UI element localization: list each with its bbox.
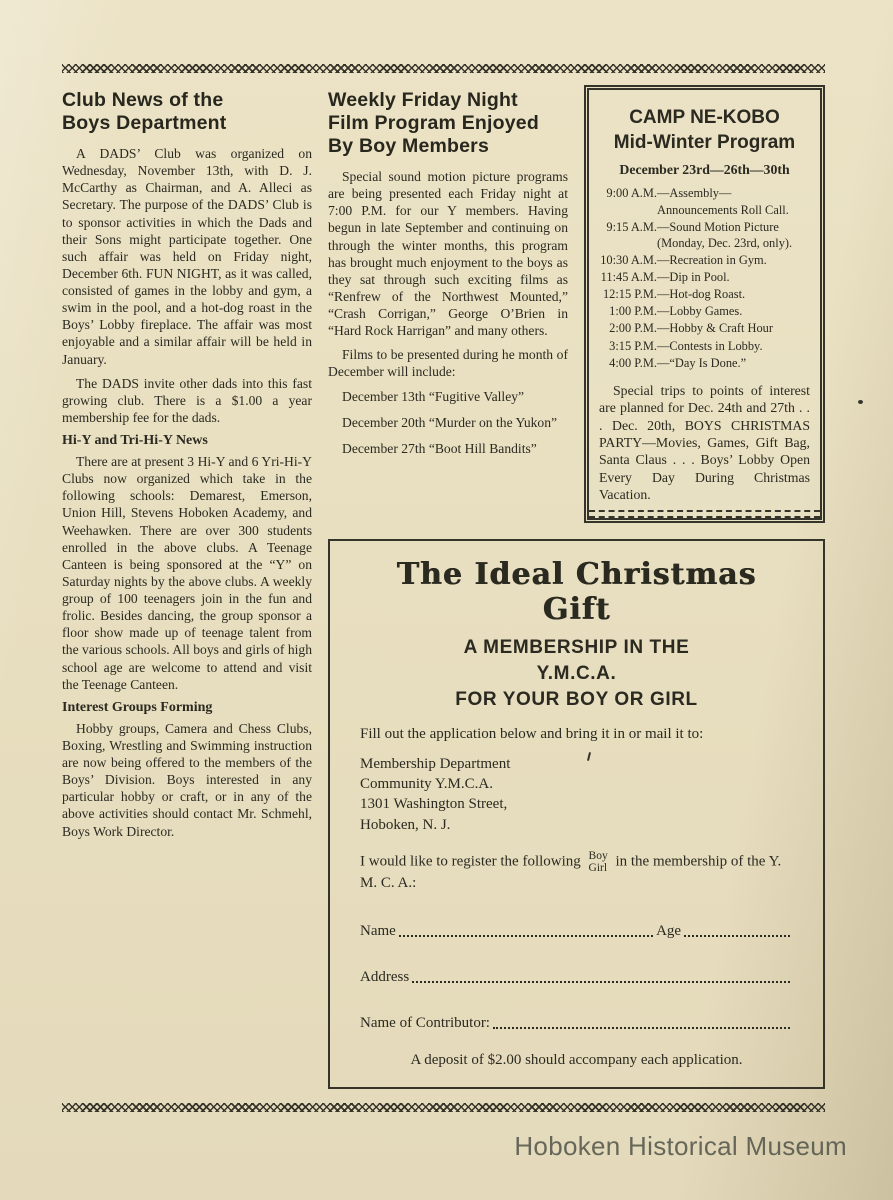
schedule-activity: —Hot-dog Roast.: [657, 287, 746, 302]
subheading-hiy-news: Hi-Y and Tri-Hi-Y News: [62, 433, 208, 448]
schedule-activity: —Sound Motion Picture (Monday, Dec. 23rd, only).: [657, 219, 793, 250]
ornamental-border-top: [62, 64, 825, 73]
camp-schedule: [599, 185, 810, 370]
form-line-address: [360, 969, 793, 986]
film-listing: December 27th “Boot Hill Bandits”: [342, 440, 537, 456]
schedule-time: 10:30 A.M.: [600, 252, 657, 267]
membership-application-box: [328, 539, 825, 1088]
address-field-dotted-line: [412, 981, 790, 983]
contributor-field-label: Name of Contributor:: [360, 1014, 490, 1031]
paragraph-films-intro: Films to be presented during he month of December will include:: [328, 347, 568, 380]
gift-subtitle-membership: A MEMBERSHIP IN THE: [463, 637, 690, 659]
camp-title-line2: Mid-Winter Program: [613, 131, 796, 153]
film-listing: December 13th “Fugitive Valley”: [342, 388, 525, 404]
paragraph-dads-invite: The DADS invite other dads into this fast growing club. There is a $1.00 a year membership fee for the dads.: [62, 375, 312, 425]
name-field-label: Name: [360, 922, 396, 939]
schedule-activity: —Dip in Pool.: [657, 270, 730, 284]
schedule-entry: [599, 286, 810, 302]
girl-option: Girl: [588, 861, 608, 874]
deposit-note: A deposit of $2.00 should accompany each application.: [410, 1051, 743, 1068]
gift-subtitle-ymca: Y.M.C.A.: [536, 663, 617, 685]
section-title-film-program: Weekly Friday Night Film Program Enjoyed By Boy Members: [328, 89, 539, 157]
schedule-entry: [599, 219, 810, 251]
age-field-label: Age: [656, 922, 682, 939]
camp-box-bottom-rule: [589, 510, 820, 518]
right-area: [328, 85, 825, 1089]
schedule-entry: [599, 355, 810, 371]
middle-column: [328, 85, 568, 523]
gift-subtitle-boy-or-girl: FOR YOUR BOY OR GIRL: [455, 689, 698, 711]
schedule-entry: [599, 185, 810, 217]
paragraph-interest-groups: Hobby groups, Camera and Chess Clubs, Boxing, Wrestling and Swimming instruction are now being offered to the members of the Boys’ Division. Boys interested in any particular hobby or craft, or in any of the above activities should contact Mr. Schmehl, Boys Work Director.: [62, 720, 312, 839]
camp-date-range: December 23rd—26th—30th: [619, 162, 790, 178]
address-line: Hoboken, N. J.: [360, 816, 451, 833]
address-line: Community Y.M.C.A.: [360, 776, 493, 793]
gift-title: The Ideal Christmas Gift: [396, 557, 757, 628]
registration-prefix: I would like to register the following: [360, 853, 581, 870]
schedule-activity: —Lobby Games.: [657, 304, 743, 319]
schedule-activity: —Assembly—Announcements Roll Call.: [657, 186, 789, 217]
schedule-time: 2:00 P.M.: [609, 321, 657, 336]
left-column: [62, 85, 312, 1089]
schedule-time: 11:45 A.M.: [600, 270, 657, 284]
section-title-club-news: Club News of the Boys Department: [62, 89, 227, 134]
age-field-dotted-line: [684, 935, 790, 937]
schedule-time: 9:15 A.M.: [606, 219, 657, 234]
ornamental-border-bottom: [62, 1103, 825, 1112]
camp-title-line1: CAMP NE-KOBO: [629, 107, 780, 128]
schedule-entry: [599, 338, 810, 354]
boy-girl-options: [589, 850, 608, 874]
subheading-interest-groups: Interest Groups Forming: [62, 699, 213, 715]
paragraph-film-program: Special sound motion picture programs are being presented each Friday night at 7:00 P.M. for our Y members. Having begun in late September and continuing on through the winter months, this program has brought much enjoyment to the boys as they sat through such exciting films as “Renfrew of the Northwest Mounted,” “Crash Corrigan,” George O’Brien in “Hard Rock Harrigan” and many others.: [328, 169, 568, 339]
contributor-field-dotted-line: [493, 1027, 790, 1029]
address-line: 1301 Washington Street,: [360, 796, 508, 813]
schedule-activity: —Contests in Lobby.: [657, 338, 763, 353]
film-listing: December 20th “Murder on the Yukon”: [342, 414, 558, 430]
camp-program-box: [584, 85, 825, 523]
schedule-time: 12:15 P.M.: [602, 287, 657, 302]
paragraph-dads-club: A DADS’ Club was organized on Wednesday, November 13th, with D. J. McCarthy as Chairman, and A. Alleci as Secretary. The purpose of the DADS’ Club is to sponsor activities in which the Dads and their Sons might participate together. One such affair was held on Friday night, December 6th. FUN NIGHT, as it was called, consisted of games in the lobby and gym, a swim in the pool, and a hot-dog roast in the Boys’ Lobby fireplace. The affair was most enjoyable and a similar affair will be held in January.: [62, 146, 312, 367]
archive-watermark: Hoboken Historical Museum: [514, 1131, 847, 1161]
schedule-entry: [599, 320, 810, 336]
boy-option: Boy: [588, 849, 608, 862]
schedule-entry: [599, 252, 810, 268]
schedule-entry: [599, 303, 810, 319]
application-instructions: Fill out the application below and bring it in or mail it to:: [360, 726, 704, 743]
schedule-time: 1:00 P.M.: [609, 304, 657, 319]
paragraph-camp-note: Special trips to points of interest are planned for Dec. 24th and 27th . . . Dec. 20th, BOYS CHRISTMAS PARTY—Movies, Games, Gift Bag, Santa Claus . . . Boys’ Lobby Open Every Day During Christmas Vacation.: [599, 382, 810, 502]
schedule-time: 4:00 P.M.: [609, 355, 657, 370]
address-field-label: Address: [360, 968, 410, 985]
schedule-time: 3:15 P.M.: [609, 338, 657, 353]
camp-title: [599, 106, 810, 155]
form-line-name-age: [360, 923, 793, 940]
columns-area: [62, 85, 825, 1089]
name-field-dotted-line: [399, 935, 653, 937]
paragraph-hiy-clubs: There are at present 3 Hi-Y and 6 Yri-Hi-Y Clubs now organized which take in the following schools: Demarest, Emerson, Union Hill, Stevens Hoboken Academy, and Weehawken. There are over 300 students enrolled in the above clubs. A Teenage Canteen is being sponsored at the “Y” on Saturday nights by the above clubs. A weekly group of 100 teenagers join in the fun and frolic. Besides dancing, the group sponsor a floor show made up of teenage talent from the various schools. All boys and girls of high school age are welcome to attend and visit the Teenage Canteen.: [62, 454, 312, 692]
registration-sentence: [360, 850, 793, 894]
schedule-time: 9:00 A.M.: [606, 186, 657, 201]
upper-row: [328, 85, 825, 523]
schedule-entry: [599, 269, 810, 285]
mailing-address: [360, 754, 793, 835]
schedule-activity: —Hobby & Craft Hour: [657, 321, 773, 336]
registration-suffix: in the membership of the Y. M. C. A.:: [360, 853, 782, 891]
form-line-contributor: [360, 1015, 793, 1032]
paper-speck: [858, 400, 863, 404]
schedule-activity: —Recreation in Gym.: [657, 252, 767, 267]
schedule-activity: —“Day Is Done.”: [657, 355, 747, 370]
page-content: [62, 64, 825, 1112]
address-line: Membership Department: [360, 755, 511, 772]
